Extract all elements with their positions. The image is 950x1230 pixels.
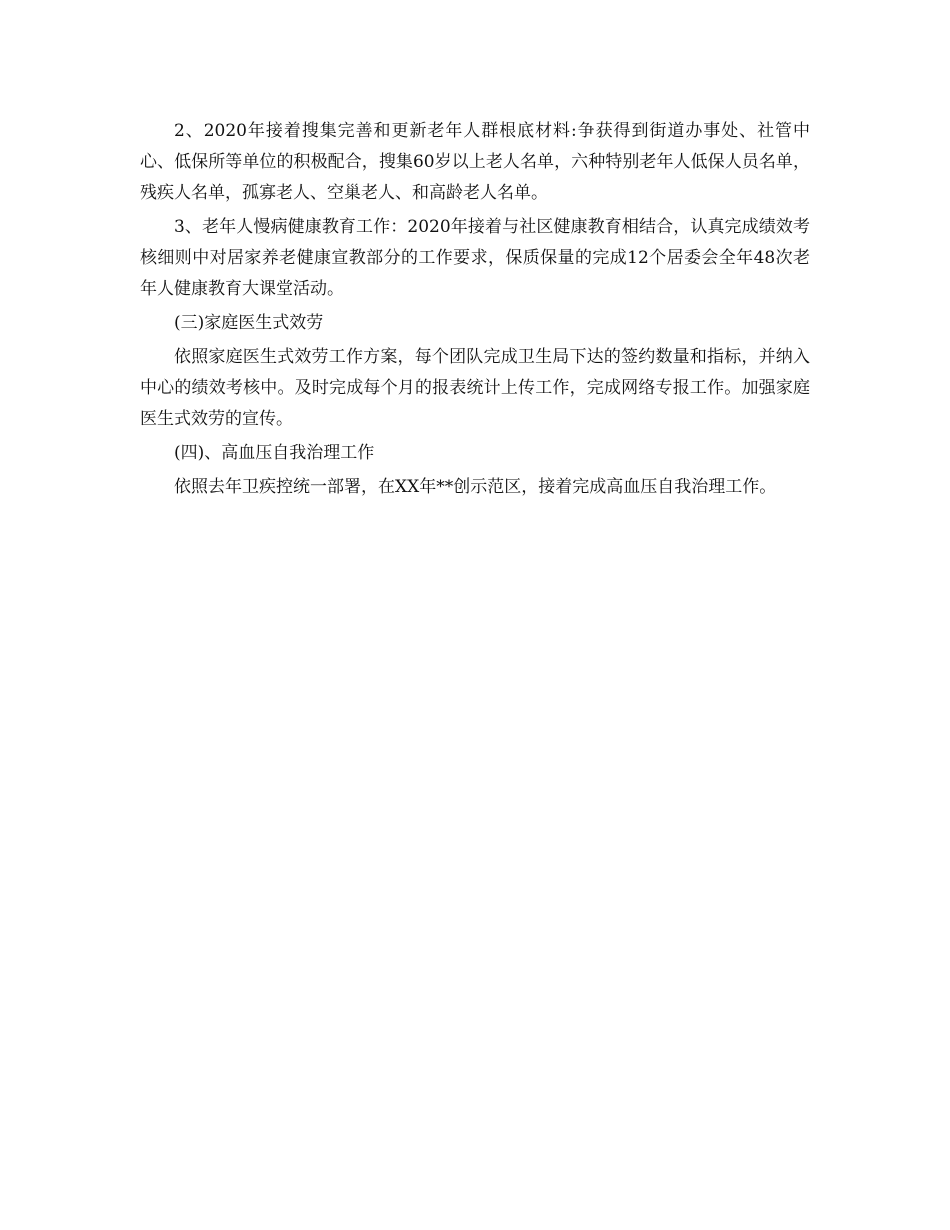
section-heading-hypertension: (四)、高血压自我治理工作	[174, 443, 375, 463]
paragraph-hypertension-management: 依照去年卫疾控统一部署，在XX年**创示范区，接着完成高血压自我治理工作。	[174, 477, 777, 497]
paragraph-family-doctor-service: 依照家庭医生式效劳工作方案，每个团队完成卫生局下达的签约数量和指标，并纳入中心的绩效考核中。及时完成每个月的报表统计上传工作，完成网络专报工作。加强家庭医生式效劳的宣传。	[140, 347, 810, 429]
section-heading-family-doctor: (三)家庭医生式效劳	[174, 313, 324, 333]
document-body	[140, 116, 810, 506]
paragraph-chronic-disease-education: 3、老年人慢病健康教育工作：2020年接着与社区健康教育相结合，认真完成绩效考核细则中对居家养老健康宣教部分的工作要求，保质保量的完成12个居委会全年48次老年人健康教育大课堂活动。	[140, 217, 810, 299]
paragraph-elderly-records: 2、2020年接着搜集完善和更新老年人群根底材料:争获得到街道办事处、社管中心、低保所等单位的积极配合，搜集60岁以上老人名单，六种特别老年人低保人员名单，残疾人名单，孤寡老人、空巢老人、和高龄老人名单。	[140, 121, 810, 203]
